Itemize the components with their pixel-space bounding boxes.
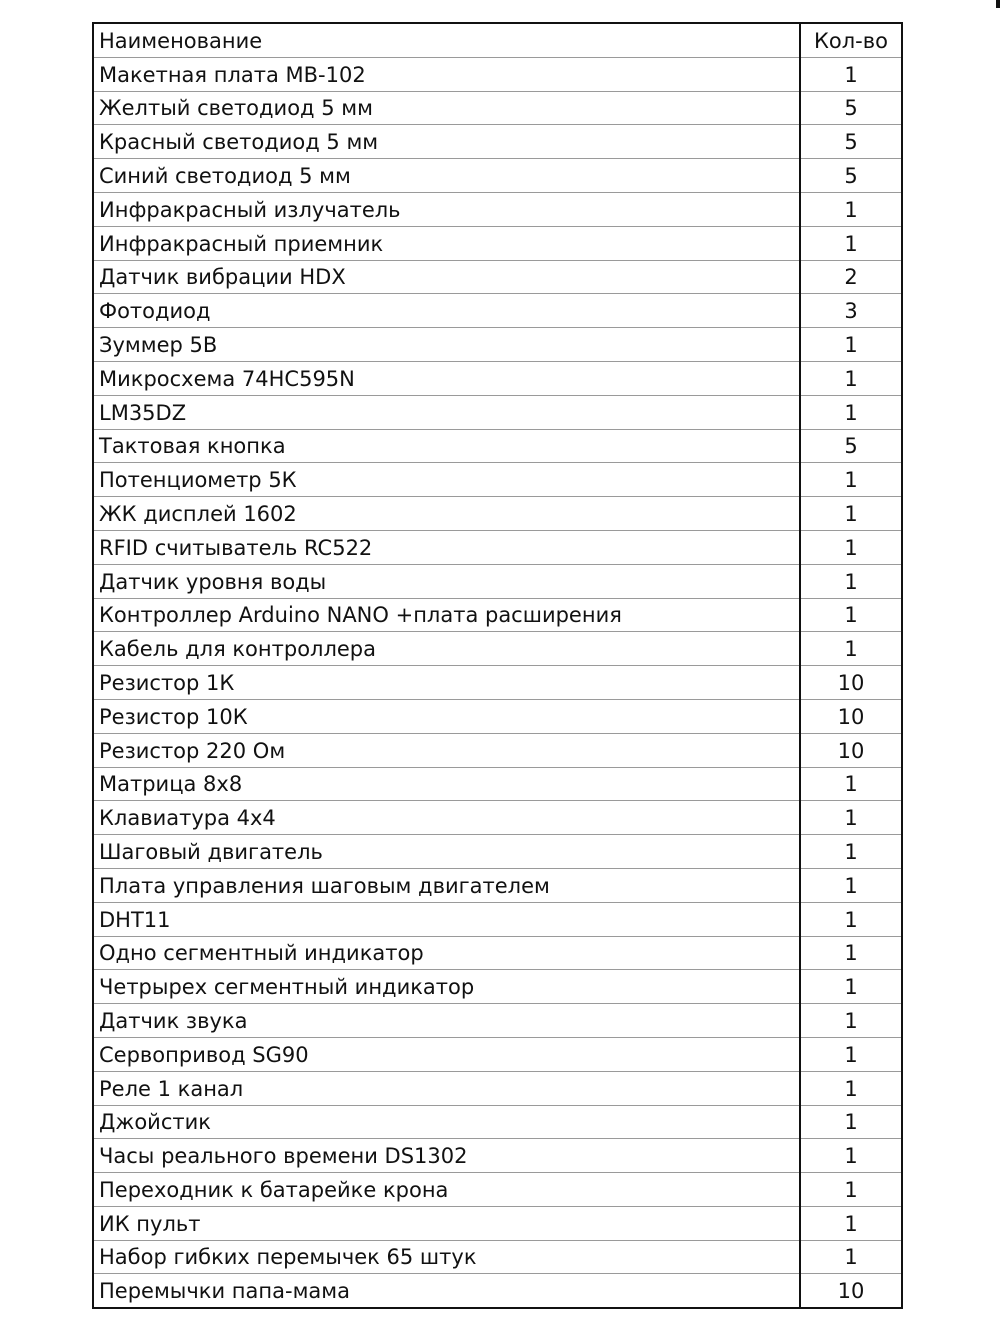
table-row (93, 260, 902, 294)
table-row (93, 361, 902, 395)
table-row (93, 1037, 902, 1071)
item-qty-cell: 1 (800, 868, 902, 902)
item-name-cell: Часы реального времени DS1302 (93, 1139, 800, 1173)
item-name-cell: ЖК дисплей 1602 (93, 497, 800, 531)
table-row (93, 801, 902, 835)
item-name-cell: Фотодиод (93, 294, 800, 328)
item-qty-cell: 1 (800, 1139, 902, 1173)
table-row (93, 328, 902, 362)
table-row (93, 226, 902, 260)
item-qty-cell: 1 (800, 835, 902, 869)
item-name-cell: Резистор 10К (93, 699, 800, 733)
parts-table-body (93, 23, 902, 1308)
item-name-cell: Резистор 1К (93, 666, 800, 700)
item-name-cell: Переходник к батарейке крона (93, 1173, 800, 1207)
item-qty-cell: 1 (800, 564, 902, 598)
table-row (93, 91, 902, 125)
item-qty-cell: 10 (800, 699, 902, 733)
corner-mark (996, 0, 1000, 8)
item-name-cell: Инфракрасный излучатель (93, 192, 800, 226)
item-name-cell: Микросхема 74HC595N (93, 361, 800, 395)
table-row (93, 699, 902, 733)
item-name-cell: Красный светодиод 5 мм (93, 125, 800, 159)
item-name-cell: Четрырех сегментный индикатор (93, 970, 800, 1004)
item-name-cell: Датчик звука (93, 1004, 800, 1038)
table-row (93, 125, 902, 159)
item-name-cell: Набор гибких перемычек 65 штук (93, 1240, 800, 1274)
item-name-cell: Датчик уровня воды (93, 564, 800, 598)
item-name-cell: Сервопривод SG90 (93, 1037, 800, 1071)
table-row (93, 632, 902, 666)
item-qty-cell: 2 (800, 260, 902, 294)
table-row (93, 1139, 902, 1173)
table-row (93, 1004, 902, 1038)
item-name-cell: Датчик вибрации HDX (93, 260, 800, 294)
item-qty-cell: 5 (800, 91, 902, 125)
table-row (93, 564, 902, 598)
item-name-cell: Матрица 8x8 (93, 767, 800, 801)
table-row (93, 733, 902, 767)
item-name-cell: Синий светодиод 5 мм (93, 159, 800, 193)
table-row (93, 598, 902, 632)
table-row (93, 1274, 902, 1308)
table-row (93, 395, 902, 429)
item-name-cell: Кабель для контроллера (93, 632, 800, 666)
item-qty-cell: 1 (800, 530, 902, 564)
table-row (93, 902, 902, 936)
item-name-cell: LM35DZ (93, 395, 800, 429)
table-row (93, 936, 902, 970)
item-name-cell: Одно сегментный индикатор (93, 936, 800, 970)
table-row (93, 1173, 902, 1207)
item-qty-cell: 5 (800, 429, 902, 463)
item-name-cell: Перемычки папа-мама (93, 1274, 800, 1308)
item-qty-cell: 1 (800, 395, 902, 429)
item-qty-cell: 10 (800, 1274, 902, 1308)
item-qty-cell: 1 (800, 767, 902, 801)
table-row (93, 294, 902, 328)
table-row (93, 868, 902, 902)
item-qty-cell: 10 (800, 733, 902, 767)
item-qty-cell: 1 (800, 1105, 902, 1139)
item-qty-cell: 1 (800, 57, 902, 91)
table-row (93, 1240, 902, 1274)
item-qty-cell: 1 (800, 632, 902, 666)
item-name-cell: DHT11 (93, 902, 800, 936)
item-name-cell: Реле 1 канал (93, 1071, 800, 1105)
item-name-cell: Тактовая кнопка (93, 429, 800, 463)
item-name-cell: Контроллер Arduino NANO +плата расширения (93, 598, 800, 632)
table-row (93, 767, 902, 801)
item-qty-cell: 1 (800, 497, 902, 531)
header-name: Наименование (93, 23, 800, 57)
item-name-cell: Джойстик (93, 1105, 800, 1139)
item-name-cell: Потенциометр 5К (93, 463, 800, 497)
item-qty-cell: 1 (800, 1240, 902, 1274)
table-row (93, 497, 902, 531)
table-row (93, 970, 902, 1004)
item-qty-cell: 1 (800, 361, 902, 395)
table-header-row (93, 23, 902, 57)
item-name-cell: ИК пульт (93, 1206, 800, 1240)
item-qty-cell: 1 (800, 1004, 902, 1038)
item-qty-cell: 1 (800, 902, 902, 936)
item-qty-cell: 1 (800, 1071, 902, 1105)
item-name-cell: Инфракрасный приемник (93, 226, 800, 260)
item-name-cell: Резистор 220 Ом (93, 733, 800, 767)
item-qty-cell: 1 (800, 970, 902, 1004)
table-row (93, 530, 902, 564)
item-qty-cell: 1 (800, 463, 902, 497)
item-name-cell: Клавиатура 4x4 (93, 801, 800, 835)
table-row (93, 835, 902, 869)
item-name-cell: Желтый светодиод 5 мм (93, 91, 800, 125)
item-qty-cell: 10 (800, 666, 902, 700)
item-qty-cell: 1 (800, 192, 902, 226)
item-qty-cell: 1 (800, 598, 902, 632)
item-name-cell: Зуммер 5В (93, 328, 800, 362)
table-row (93, 1105, 902, 1139)
table-row (93, 192, 902, 226)
item-qty-cell: 5 (800, 125, 902, 159)
item-qty-cell: 5 (800, 159, 902, 193)
item-name-cell: Шаговый двигатель (93, 835, 800, 869)
item-qty-cell: 3 (800, 294, 902, 328)
item-qty-cell: 1 (800, 1173, 902, 1207)
table-row (93, 1071, 902, 1105)
item-name-cell: Плата управления шаговым двигателем (93, 868, 800, 902)
item-qty-cell: 1 (800, 1037, 902, 1071)
table-row (93, 666, 902, 700)
table-row (93, 1206, 902, 1240)
table-row (93, 159, 902, 193)
item-qty-cell: 1 (800, 1206, 902, 1240)
table-row (93, 463, 902, 497)
item-qty-cell: 1 (800, 328, 902, 362)
item-name-cell: RFID считыватель RC522 (93, 530, 800, 564)
parts-table (92, 22, 903, 1309)
item-name-cell: Макетная плата MB-102 (93, 57, 800, 91)
item-qty-cell: 1 (800, 226, 902, 260)
header-qty: Кол-во (800, 23, 902, 57)
item-qty-cell: 1 (800, 801, 902, 835)
table-row (93, 57, 902, 91)
item-qty-cell: 1 (800, 936, 902, 970)
table-row (93, 429, 902, 463)
